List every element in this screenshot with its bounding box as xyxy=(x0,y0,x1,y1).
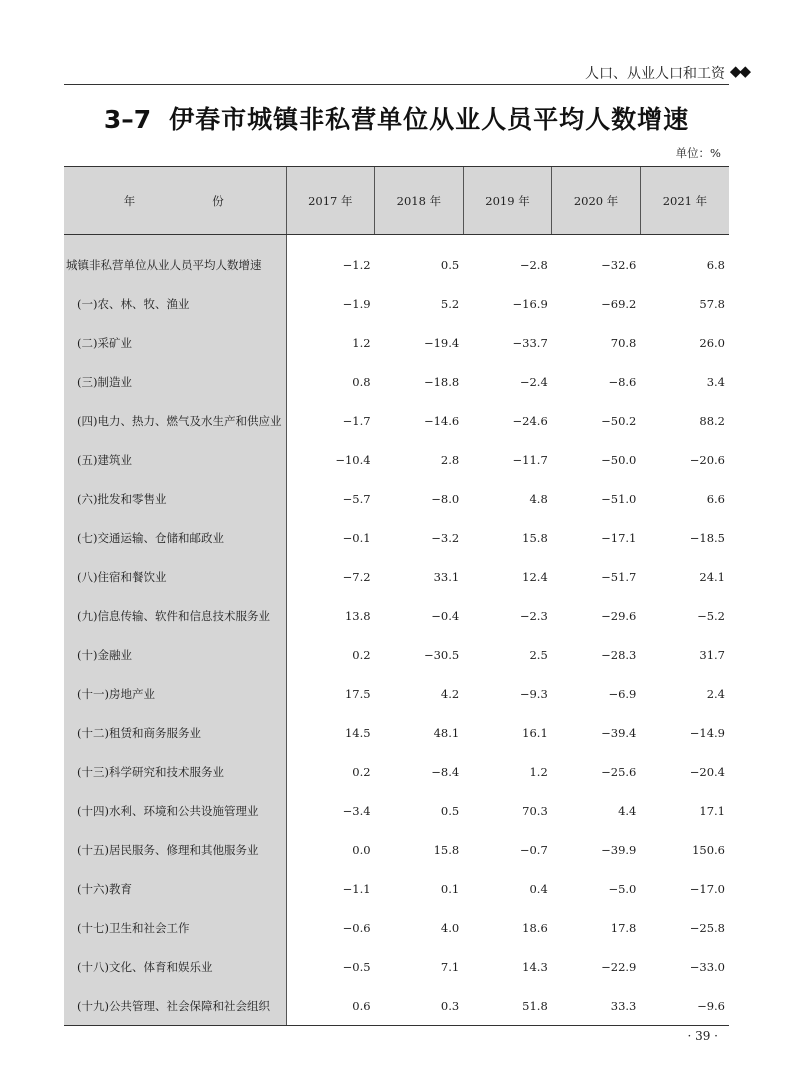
table-cell: 16.1 xyxy=(522,726,548,740)
table-cell: 57.8 xyxy=(699,297,725,311)
row-label: (十六)教育 xyxy=(64,870,286,909)
table-cell: 0.8 xyxy=(352,375,371,389)
table-cell: 51.8 xyxy=(463,987,552,1026)
table-cell: 4.2 xyxy=(440,687,460,701)
table-cell: 1.2 xyxy=(529,765,548,779)
table-row xyxy=(64,948,729,987)
table-row xyxy=(64,558,729,597)
table-cell: 6.6 xyxy=(706,492,725,506)
table-cell: −50.2 xyxy=(601,414,637,428)
table-cell: 0.5 xyxy=(440,804,460,818)
table-cell: 33.1 xyxy=(433,570,460,584)
table-cell: −10.4 xyxy=(335,453,371,467)
table-cell: 15.8 xyxy=(433,843,460,857)
table-cell: −69.2 xyxy=(601,297,637,311)
table-cell: −2.4 xyxy=(519,375,548,389)
row-label: 城镇非私营单位从业人员平均人数增速 xyxy=(64,235,286,285)
row-label: (九)信息传输、软件和信息技术服务业 xyxy=(64,597,286,636)
table-cell: −2.8 xyxy=(519,257,548,272)
table-cell: −14.9 xyxy=(689,726,725,740)
table-body xyxy=(64,235,729,1026)
table-cell: −0.7 xyxy=(519,843,548,857)
table-cell: −18.5 xyxy=(689,531,725,545)
table-cell: −1.1 xyxy=(342,882,371,896)
row-label: (十一)房地产业 xyxy=(64,675,286,714)
column-header: 2017 年 xyxy=(286,167,375,235)
table-cell: −16.9 xyxy=(512,297,548,311)
table-cell: 1.2 xyxy=(352,336,371,350)
table-cell: 0.6 xyxy=(286,987,375,1026)
table-cell: −39.4 xyxy=(601,726,637,740)
row-label: (十七)卫生和社会工作 xyxy=(64,909,286,948)
table-cell: −2.3 xyxy=(519,609,548,623)
table-row xyxy=(64,714,729,753)
table-row xyxy=(64,675,729,714)
table-cell: −7.2 xyxy=(342,570,371,584)
row-label: (六)批发和零售业 xyxy=(64,480,286,519)
table-cell: 17.1 xyxy=(699,804,725,818)
table-cell: 150.6 xyxy=(692,843,725,857)
table-row xyxy=(64,324,729,363)
table-cell: 18.6 xyxy=(522,921,548,935)
table-cell: 0.5 xyxy=(440,257,460,272)
table-cell: −17.0 xyxy=(689,882,725,896)
column-header: 2019 年 xyxy=(463,167,552,235)
table-cell: 13.8 xyxy=(344,609,371,623)
table-cell: 17.8 xyxy=(610,921,637,935)
table-row xyxy=(64,519,729,558)
table-cell: −22.9 xyxy=(601,960,637,974)
table-row xyxy=(64,792,729,831)
table-cell: −20.4 xyxy=(689,765,725,779)
table-row xyxy=(64,909,729,948)
table-cell: 0.3 xyxy=(375,987,464,1026)
table-cell: −8.4 xyxy=(431,765,460,779)
table-cell: 33.3 xyxy=(552,987,641,1026)
table-cell: 26.0 xyxy=(699,336,725,350)
table-cell: −3.4 xyxy=(342,804,371,818)
page-number: · 39 · xyxy=(687,1029,718,1043)
row-label: (十二)租赁和商务服务业 xyxy=(64,714,286,753)
table-cell: −5.2 xyxy=(697,609,725,623)
row-label: (二)采矿业 xyxy=(64,324,286,363)
row-label: (十九)公共管理、社会保障和社会组织 xyxy=(64,987,286,1026)
table-cell: −39.9 xyxy=(601,843,637,857)
table-cell: −24.6 xyxy=(512,414,548,428)
table-row xyxy=(64,870,729,909)
row-label: (三)制造业 xyxy=(64,363,286,402)
table-cell: −0.6 xyxy=(342,921,371,935)
table-cell: 5.2 xyxy=(440,297,460,311)
table-cell: 0.4 xyxy=(529,882,548,896)
table-row xyxy=(64,235,729,285)
table-cell: −9.3 xyxy=(519,687,548,701)
table-row xyxy=(64,363,729,402)
table-cell: 2.4 xyxy=(706,687,725,701)
table-title: 伊春市城镇非私营单位从业人员平均人数增速 xyxy=(169,105,690,134)
table-cell: 4.4 xyxy=(618,804,637,818)
table-row xyxy=(64,597,729,636)
row-label: (十四)水利、环境和公共设施管理业 xyxy=(64,792,286,831)
table-cell: −51.7 xyxy=(601,570,637,584)
column-header-year: 年 份 xyxy=(64,167,286,235)
table-cell: 3.4 xyxy=(706,375,725,389)
table-cell: −0.5 xyxy=(342,960,371,974)
table-cell: −28.3 xyxy=(601,648,637,662)
table-cell: −6.9 xyxy=(608,687,637,701)
table-cell: −8.6 xyxy=(608,375,637,389)
diamond-ornament-icon: ◆◆ xyxy=(729,62,749,80)
table-cell: −33.0 xyxy=(689,960,725,974)
table-cell: −1.2 xyxy=(342,257,371,272)
table-cell: 2.8 xyxy=(440,453,460,467)
row-label: (八)住宿和餐饮业 xyxy=(64,558,286,597)
table-row xyxy=(64,987,729,1026)
unit-label: 单位：% xyxy=(675,146,721,160)
row-label: (十五)居民服务、修理和其他服务业 xyxy=(64,831,286,870)
column-header: 2021 年 xyxy=(640,167,729,235)
table-cell: −0.4 xyxy=(431,609,460,623)
table-cell: −14.6 xyxy=(423,414,460,428)
page-title xyxy=(0,100,793,136)
table-cell: 17.5 xyxy=(344,687,371,701)
table-row xyxy=(64,480,729,519)
section-title: 人口、从业人口和工资 xyxy=(585,66,725,82)
table-cell: 31.7 xyxy=(699,648,725,662)
row-label: (七)交通运输、仓储和邮政业 xyxy=(64,519,286,558)
data-table xyxy=(64,166,729,1026)
table-cell: −3.2 xyxy=(431,531,460,545)
table-row xyxy=(64,402,729,441)
table-cell: −11.7 xyxy=(512,453,548,467)
table-cell: −50.0 xyxy=(601,453,637,467)
row-label: (五)建筑业 xyxy=(64,441,286,480)
table-cell: −20.6 xyxy=(689,453,725,467)
table-row xyxy=(64,285,729,324)
row-label: (十八)文化、体育和娱乐业 xyxy=(64,948,286,987)
table-cell: 7.1 xyxy=(440,960,460,974)
row-label: (十)金融业 xyxy=(64,636,286,675)
table-cell: 88.2 xyxy=(699,414,725,428)
column-header: 2018 年 xyxy=(375,167,464,235)
table-cell: −0.1 xyxy=(342,531,371,545)
row-label: (十三)科学研究和技术服务业 xyxy=(64,753,286,792)
table-cell: 2.5 xyxy=(529,648,548,662)
table-cell: 0.2 xyxy=(352,765,371,779)
table-number: 3–7 xyxy=(103,105,152,134)
table-cell: −9.6 xyxy=(640,987,729,1026)
table-header-row xyxy=(64,167,729,235)
table-cell: 4.8 xyxy=(529,492,548,506)
table-cell: 0.2 xyxy=(352,648,371,662)
table-row xyxy=(64,636,729,675)
table-cell: 14.3 xyxy=(522,960,548,974)
table-cell: 70.8 xyxy=(610,336,637,350)
table-cell: −18.8 xyxy=(423,375,460,389)
table-cell: −17.1 xyxy=(601,531,637,545)
table-cell: −32.6 xyxy=(601,257,637,272)
table-row xyxy=(64,831,729,870)
table-cell: −1.9 xyxy=(342,297,371,311)
table-cell: −33.7 xyxy=(512,336,548,350)
table-cell: 14.5 xyxy=(344,726,371,740)
row-label: (一)农、林、牧、渔业 xyxy=(64,285,286,324)
table-row xyxy=(64,441,729,480)
table-cell: 12.4 xyxy=(522,570,548,584)
table-cell: 6.8 xyxy=(706,257,725,272)
table-cell: 4.0 xyxy=(440,921,460,935)
table-cell: −25.6 xyxy=(601,765,637,779)
table-row xyxy=(64,753,729,792)
table-cell: 15.8 xyxy=(522,531,548,545)
table-cell: −5.0 xyxy=(608,882,637,896)
table-cell: −29.6 xyxy=(601,609,637,623)
table-cell: 0.1 xyxy=(440,882,460,896)
table-cell: −30.5 xyxy=(423,648,460,662)
table-cell: −1.7 xyxy=(342,414,371,428)
table-cell: −8.0 xyxy=(431,492,460,506)
column-header: 2020 年 xyxy=(552,167,641,235)
table-cell: −19.4 xyxy=(423,336,460,350)
table-cell: −51.0 xyxy=(601,492,637,506)
table-cell: 24.1 xyxy=(699,570,725,584)
table-cell: −5.7 xyxy=(342,492,371,506)
table-cell: 70.3 xyxy=(522,804,548,818)
table-cell: −25.8 xyxy=(689,921,725,935)
table-cell: 0.0 xyxy=(352,843,371,857)
table-cell: 48.1 xyxy=(433,726,460,740)
row-label: (四)电力、热力、燃气及水生产和供应业 xyxy=(64,402,286,441)
header-rule xyxy=(64,84,729,85)
